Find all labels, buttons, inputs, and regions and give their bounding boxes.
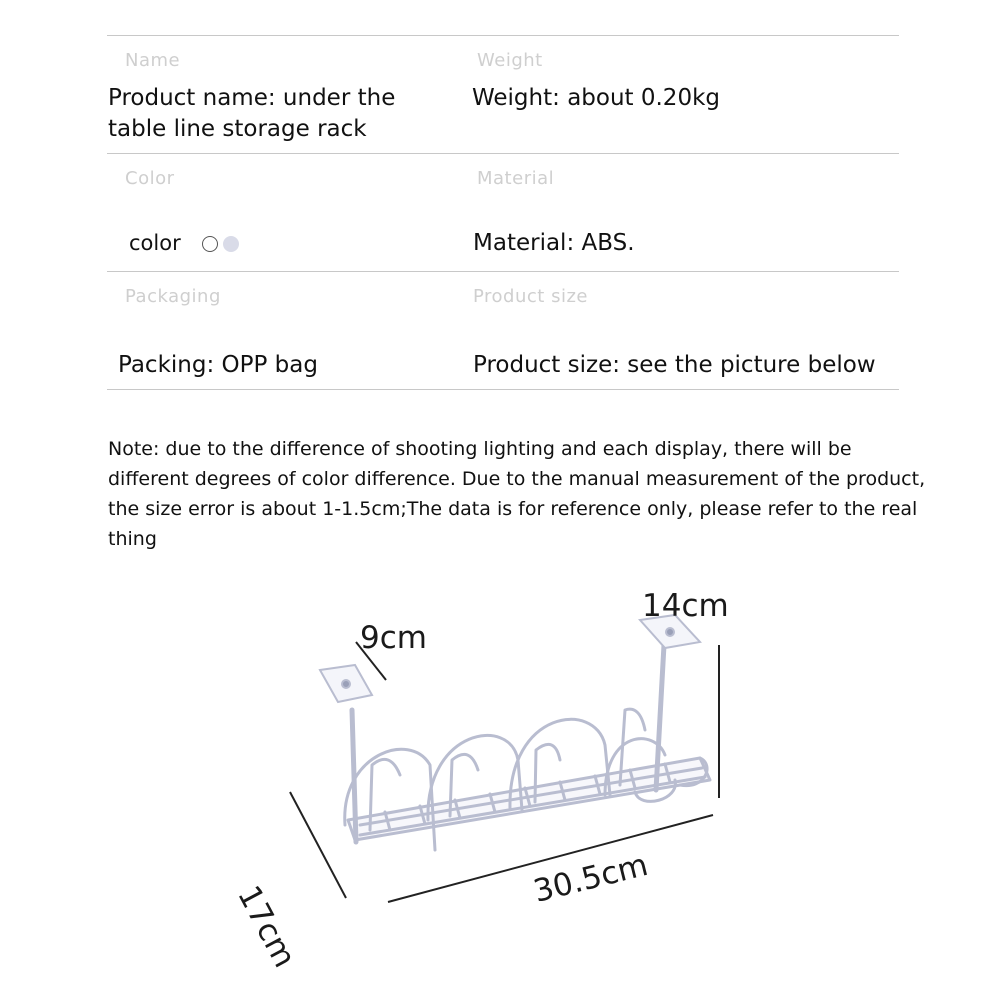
note-text: Note: due to the difference of shooting lighting and each display, there will be different degrees of color difference. Due to the manual measurement of the product, the size error is about 1-1.5cm;The data is for reference only, please refer to the real thing — [108, 438, 926, 550]
label-weight: Weight — [477, 50, 543, 71]
value-material: Material: ABS. — [473, 230, 635, 256]
divider-row2 — [107, 271, 899, 272]
divider-bottom — [107, 389, 899, 390]
product-dimension-figure — [230, 580, 780, 980]
dim-length: 30.5cm — [530, 846, 652, 910]
value-product-size: Product size: see the picture below — [473, 352, 876, 378]
value-packing: Packing: OPP bag — [118, 352, 318, 378]
color-swatch-white[interactable] — [202, 236, 218, 252]
label-packaging: Packaging — [125, 286, 221, 307]
value-weight: Weight: about 0.20kg — [472, 85, 720, 111]
dim-height: 14cm — [642, 588, 729, 624]
label-name: Name — [125, 50, 181, 71]
dim-depth: 17cm — [230, 880, 303, 974]
color-text: color — [129, 231, 181, 255]
label-material: Material — [477, 168, 555, 189]
label-product-size: Product size — [473, 286, 588, 307]
value-color — [129, 228, 429, 259]
dim-plate-width: 9cm — [360, 620, 427, 656]
divider-top — [107, 35, 899, 36]
dim-line-depth — [290, 792, 346, 898]
spec-table — [107, 35, 899, 395]
divider-row1 — [107, 153, 899, 154]
color-swatch-gray[interactable] — [223, 236, 239, 252]
label-color: Color — [125, 168, 175, 189]
rack-illustration — [260, 580, 780, 980]
value-name: Product name: under the table line storage rack — [108, 85, 396, 142]
